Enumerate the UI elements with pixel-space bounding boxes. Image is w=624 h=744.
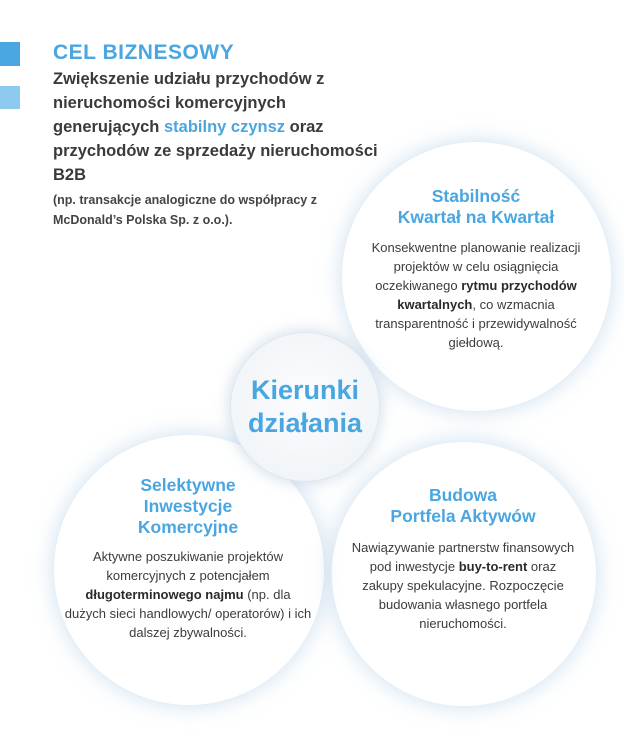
business-goal-block <box>53 40 383 230</box>
portfolio-body-text-1: Nawiązywanie partnerstw finansowych pod inwestycje <box>351 540 575 574</box>
business-goal-highlight: stabilny czynsz <box>163 118 286 136</box>
portfolio-title-line1: Budowa <box>428 485 498 505</box>
portfolio-title <box>348 485 578 527</box>
business-goal-description <box>53 67 383 187</box>
center-circle <box>230 332 380 482</box>
investments-title-line1: Selektywne <box>140 475 236 495</box>
stability-body-text-2: , co wzmacnia transparentność i przewidywalność giełdową. <box>375 297 577 350</box>
accent-bar-top <box>0 42 20 66</box>
investments-body-bold: długoterminowego najmu <box>85 587 244 602</box>
center-label <box>248 374 362 440</box>
stability-title-line1: Stabilność <box>431 186 521 206</box>
business-goal-text-1: Zwiększenie udziału przychodów z nieruchomości komercyjnych generujących <box>53 70 325 136</box>
stability-title <box>360 186 592 228</box>
portfolio-body-bold: buy-to-rent <box>458 559 528 574</box>
investments-body <box>64 547 312 642</box>
investments-body-text-1: Aktywne poszukiwanie projektów komercyjnych z potencjałem <box>92 549 284 583</box>
business-goal-note: (np. transakcje analogiczne do współpracy z McDonald’s Polska Sp. z o.o.). <box>53 193 317 227</box>
business-goal-title: CEL BIZNESOWY <box>53 41 235 64</box>
investments-title-line2: Inwestycje <box>143 496 233 516</box>
investments-title-line3: Komercyjne <box>137 517 239 537</box>
stability-body <box>356 238 596 352</box>
portfolio-body-text-2: oraz zakupy spekulacyjne. Rozpoczęcie budowania własnego portfela nieruchomości. <box>362 559 564 631</box>
portfolio-title-line2: Portfela Aktywów <box>390 506 536 526</box>
stability-title-line2: Kwartał na Kwartał <box>397 207 555 227</box>
accent-bar-bottom <box>0 86 20 109</box>
portfolio-body <box>350 538 576 633</box>
center-label-line2: działania <box>247 408 363 438</box>
stability-body-text-1: Konsekwentne planowanie realizacji projektów w celu osiągnięcia oczekiwanego <box>371 240 581 293</box>
investments-body-text-2: (np. dla dużych sieci handlowych/ operatorów) i ich dalszej zbywalności. <box>64 587 312 640</box>
business-goal-text-2: oraz przychodów ze sprzedaży nieruchomości B2B <box>53 118 378 184</box>
center-label-line1: Kierunki <box>250 375 359 405</box>
investments-title <box>70 475 306 538</box>
stability-body-bold: rytmu przychodów kwartalnych <box>397 278 577 312</box>
